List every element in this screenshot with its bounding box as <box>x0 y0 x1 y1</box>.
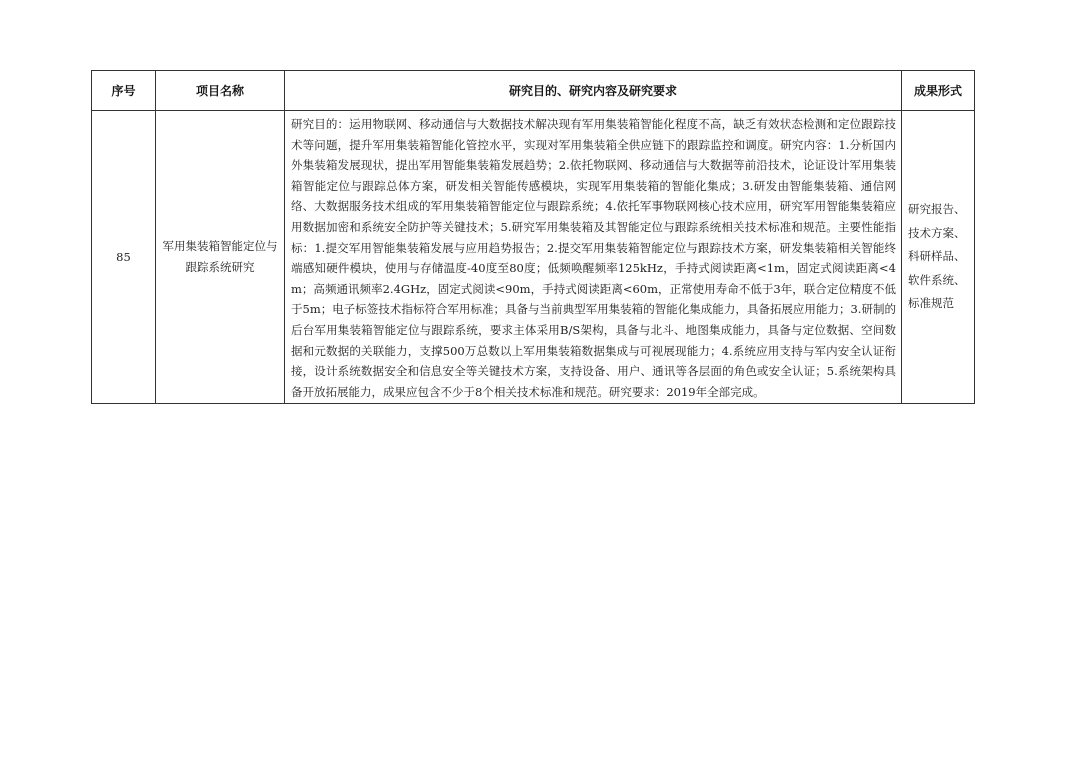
table-header-row <box>92 71 975 111</box>
header-research-content: 研究目的、研究内容及研究要求 <box>285 71 902 111</box>
cell-seq: 85 <box>92 111 156 404</box>
project-table <box>91 70 975 404</box>
cell-result-form: 研究报告、技术方案、科研样品、软件系统、标准规范 <box>902 111 975 404</box>
header-project-name: 项目名称 <box>156 71 285 111</box>
header-seq: 序号 <box>92 71 156 111</box>
cell-research-content: 研究目的：运用物联网、移动通信与大数据技术解决现有军用集装箱智能化程度不高，缺乏有效状态检测和定位跟踪技术等问题，提升军用集装箱智能化管控水平，实现对军用集装箱全供应链下的跟踪监控和调度。研究内容：1.分析国内外集装箱发展现状，提出军用智能集装箱发展趋势；2.依托物联网、移动通信与大数据等前沿技术，论证设计军用集装箱智能定位与跟踪总体方案，研发相关智能传感模块，实现军用集装箱的智能化集成；3.研发由智能集装箱、通信网络、大数据服务技术组成的军用集装箱智能定位与跟踪系统；4.依托军事物联网核心技术应用，研究军用智能集装箱应用数据加密和系统安全防护等关键技术；5.研究军用集装箱及其智能定位与跟踪系统相关技术标准和规范。主要性能指标：1.提交军用智能集装箱发展与应用趋势报告；2.提交军用集装箱智能定位与跟踪技术方案，研发集装箱相关智能终端感知硬件模块，使用与存储温度-40度至80度；低频唤醒频率125kHz，手持式阅读距离<1m，固定式阅读距离<4m；高频通讯频率2.4GHz，固定式阅读<90m，手持式阅读距离<60m，正常使用寿命不低于3年，联合定位精度不低于5m；电子标签技术指标符合军用标准；具备与当前典型军用集装箱的智能化集成能力，具备拓展应用能力；3.研制的后台军用集装箱智能定位与跟踪系统，要求主体采用B/S架构，具备与北斗、地图集成能力，具备与定位数据、空间数据和元数据的关联能力，支撑500万总数以上军用集装箱数据集成与可视展现能力；4.系统应用支持与军内安全认证衔接，设计系统数据安全和信息安全等关键技术方案，支持设备、用户、通讯等各层面的角色或安全认证；5.系统架构具备开放拓展能力，成果应包含不少于8个相关技术标准和规范。研究要求：2019年全部完成。 <box>285 111 902 404</box>
table-row <box>92 111 975 404</box>
cell-project-name: 军用集装箱智能定位与跟踪系统研究 <box>156 111 285 404</box>
header-result-form: 成果形式 <box>902 71 975 111</box>
